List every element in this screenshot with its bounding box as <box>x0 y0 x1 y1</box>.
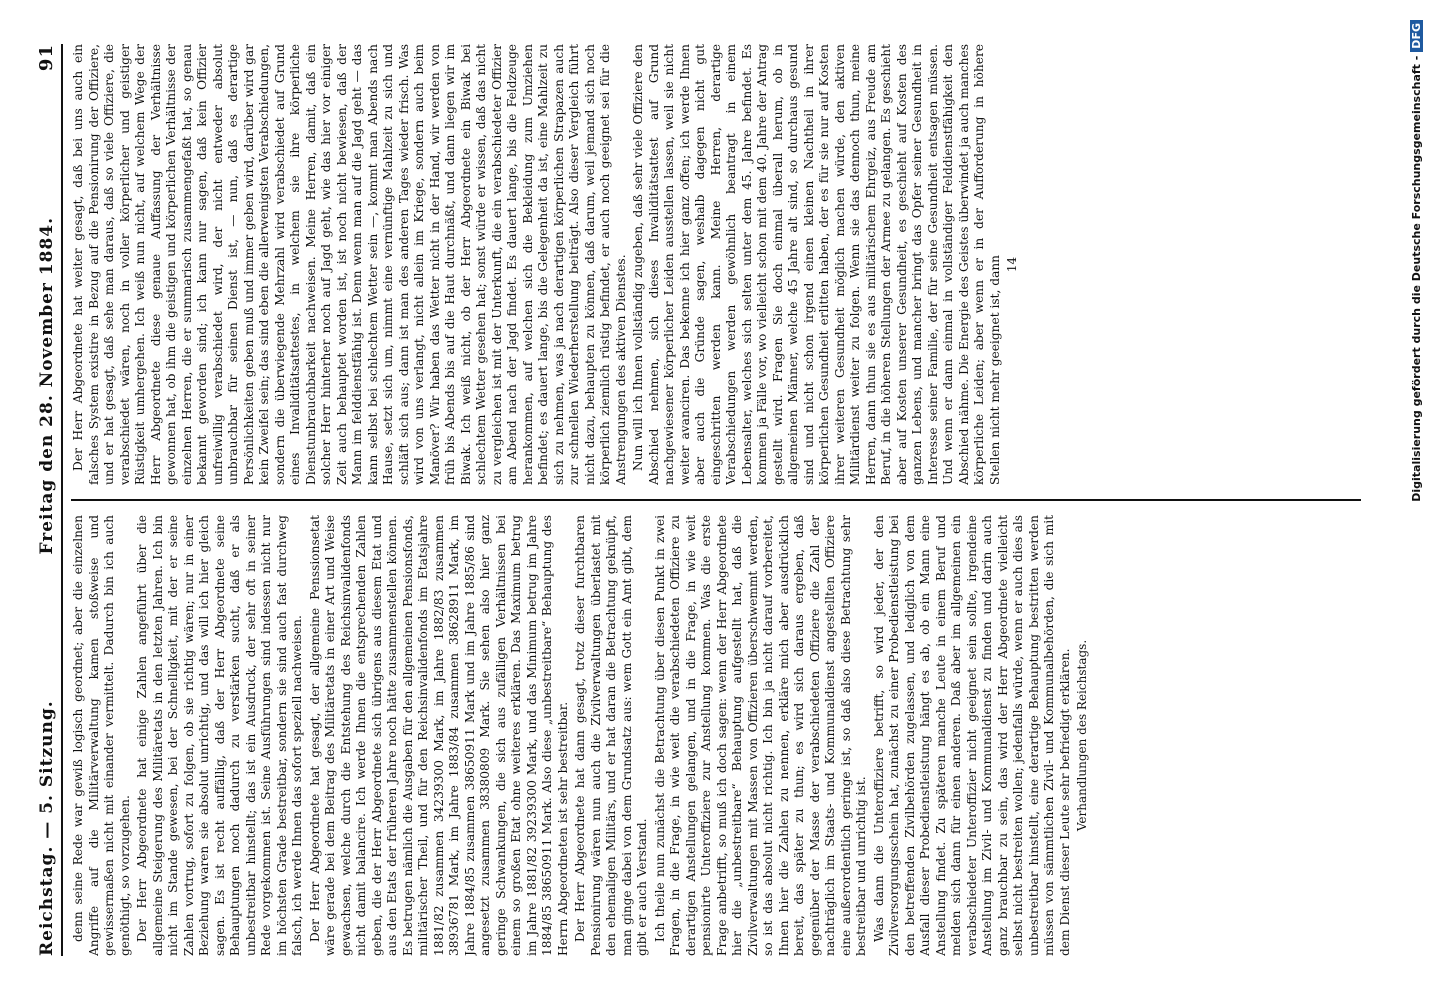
paragraph: denn seine Rede war gewiß logisch geordnet; aber die einzelnen Angriffe auf die Militärverwaltung kamen stoßweise und gewissermaßen nicht mit einander vermittelt. Dadurch bin ich auch genöthigt, so vorzugehen. <box>71 515 132 956</box>
paragraph: Der Herr Abgeordnete hat einige Zahlen angeführt über die allgemeine Steigerung des Militäretats in den letzten Jahren. Ich bin nicht im Stande gewesen, bei der Schnelligkeit, mit der er seine Zahlen vortrug, sofort zu folgen, ob sie richtig wären; nur in einer Beziehung waren sie absolut unrichtig, und das will ich hier gleich sagen. Es ist recht auffällig, daß der Herr Abgeordnete seine Behauptungen noch dadurch zu verstärken sucht, daß er als unbestreitbar hinstellt; das ist ein Ausdruck, der sehr oft in seiner Rede vorgekommen ist. Seine Ausführungen sind indessen nicht nur im höchsten Grade bestreitbar, sondern sie sind auch fast durchweg falsch, ich werde Ihnen das sofort speziell nachweisen. <box>135 515 304 956</box>
column-divider <box>71 499 1361 501</box>
credit-line <box>1410 20 1423 1000</box>
paragraph: Nun will ich Ihnen vollständig zugeben, daß sehr viele Offiziere den Abschied nehmen, sich dieses Invaliditätsattest auf Grund nachgewiesener körperlicher Leiden ausstellen lassen, weil sie nicht weiter avanciren. Das bekenne ich hier ganz offen; ich werde Ihnen aber auch die Gründe sagen, weshalb dagegen nicht gut eingeschritten werden kann. Meine Herren, derartige Verabschiedungen werden gewöhnlich beantragt in einem Lebensalter, welches sich selten unter dem 45. Jahre befindet. Es kommen ja Fälle vor, wo vielleicht schon mit dem 40. Jahre der Antrag gestellt wird. Fragen Sie doch einmal überall herum, ob in allgemeinen Männer, welche 45 Jahre alt sind, so durchaus gesund sind und nicht schon irgend einen kleinen Nachtheil in ihrer körperlichen Gesundheit erlitten haben, der es für sie nur auf Kosten ihrer weiteren Gesundheit möglich machen würde, den aktiven Militärdienst weiter zu folgen. Wenn sie das dennoch thun, meine Herren, dann thun sie es aus militärischem Ehrgeiz, aus Freude am Beruf, in die höheren Stellungen der Armee zu gelangen. Es geschieht aber auf Kosten unserer Gesundheit, es geschieht auf Kosten des ganzen Lebens, und mancher bringt das Opfer seiner Gesundheit in Interesse seiner Familie, der für seine Gesundheit entsagen müssen. Und wenn er dann einmal in vollständiger Felddienstfähigkeit den Abschied nähme. Die Energie des Geistes überwindet ja auch manches körperliche Leiden; aber wenn er in der Aufforderung in höhere Stellen nicht mehr geeignet ist, dann <box>631 44 1002 485</box>
paragraph: Was dann die Unteroffiziere betrifft, so wird jeder, der den Zivilversorgungsschein hat, zunächst zu einer Probedienstleistung bei den betreffenden Zivilbehörden zugelassen, und lediglich von dem Ausfall dieser Probedienstleistung hängt es ab, ob ein Mann eine Anstellung findet. Zu späteren manche Leute in einem Beruf und melden sich dann für einen anderen. Daß aber im allgemeinen ein verabschiedeter Unteroffizier nicht geeignet sein sollte, irgendeine Anstellung im Zivil- und Kommunaldienst zu finden und darin auch ganz brauchbar zu sein, das wird der Herr Abgeordnete vielleicht selbst nicht bestreiten wollen; jedenfalls würde, wenn er auch dies als unbestreitbar hinstellt, eine derartige Behauptung bestritten werden müssen von sämmtlichen Zivil- und Kommunalbehörden, die sich mit dem Dienst dieser Leute sehr befriedigt erklären. <box>871 515 1072 956</box>
header-left-title: Reichstag. — 5. Sitzung. <box>37 700 57 956</box>
left-column-footer: Verhandlungen des Reichstags. <box>1075 639 1089 832</box>
dfg-badge: DFG <box>1410 20 1423 52</box>
paragraph: Ich theile nun zunächst die Betrachtung über diesen Punkt in zwei Fragen, in die Frage, in wie weit die verabschiedeten Offiziere zu derartigen Anstellungen gelangen, und in die Frage, in wie weit pensionirte Unteroffiziere zur Anstellung kommen. Was die erste Frage anbetrifft, so muß ich doch sagen: wenn der Herr Abgeordnete hier die „unbestreitbare“ Behauptung aufgestellt hat, daß die Zivilverwaltungen mit Massen von Offizieren überschwemmt werden, so ist das absolut nicht richtig. Ich bin ja nicht darauf vorbereitet, Ihnen hier die Zahlen zu nennen, erkläre mich aber ausdrücklich bereit, das später zu thun; es wird sich daraus ergeben, daß gegenüber der Masse der verabschiedeten Offiziere die Zahl der nachträglich im Staats- und Kommunaldienst angestellten Offiziere eine außerordentlich geringe ist, so daß also diese Betrachtung sehr bestreitbar und unrichtig ist. <box>652 515 868 956</box>
right-column-footer: 14 <box>1005 256 1019 273</box>
paragraph: Der Herr Abgeordnete hat gesagt, der allgemeine Penssionsetat wäre gerade bei dem Beitrag des Militäretats in einer Art und Weise gewachsen, welche durch die Entstehung des Reichsinvalidenfonds nicht damit balancire. Ich werde Ihnen die entsprechenden Zahlen geben, die der Herr Abgeordnete sich übrigens aus diesem Etat und aus den Etats der früheren Jahre noch hätte zusammenstellen können. Es betrugen nämlich die Ausgaben für den allgemeinen Pensionsfonds, militärischer Theil, und für den Reichsinvalidenfonds im Etatsjahre 1881/82 zusammen 34239300 Mark, im Jahre 1882/83 zusammen 38936781 Mark, im Jahre 1883/84 zusammen 38628911 Mark, im Jahre 1884/85 zusammen 38650911 Mark und im Jahre 1885/86 sind angesetzt zusammen 38380809 Mark. Sie sehen also hier ganz geringe Schwankungen, die sich aus zufälligen Verhältnissen bei einem so großen Etat ohne weiteres erklären. Das Maximum betrug im Jahre 1881/82 39239300 Mark, und das Minimum betrug im Jahre 1884/85 38650911 Mark. Also diese „unbestreitbare“ Behauptung des Herrn Abgeordneten ist sehr bestreitbar. <box>307 515 570 956</box>
right-column <box>71 44 1361 485</box>
left-column <box>71 515 1361 956</box>
paragraph: Der Herr Abgeordnete hat weiter gesagt, daß bei uns auch ein falsches System existire in Bezug auf die Pensionirung der Offiziere, und er hat gesagt, daß sehe man daraus, daß so viele Offiziere, die verabschiedet wären, noch in voller körperlicher und geistiger Rüstigkeit umhergehen. Ich weiß nun nicht, auf welchem Wege der Herr Abgeordnete diese genaue Auffassung der Verhältnisse gewonnen hat, ob ihm die geistigen und körperlichen Verhältnisse der einzelnen Herren, die er summarisch zusammengefaßt hat, so genau bekannt geworden sind; ich kann nur sagen, daß kein Offizier unfreiwillig verabschiedet wird, der nicht entweder absolut unbrauchbar für seinen Dienst ist, — nun, daß es derartige Persönlichkeiten geben muß und immer geben wird, darüber wird gar kein Zweifel sein; das sind eben die allerwenigsten Verabschiedungen, sondern die überwiegende Mehrzahl wird verabschiedet auf Grund eines Invaliditätsattestes, in welchem sie ihre körperliche Dienstunbrauchbarkeit nachweisen. Meine Herren, damit, daß ein solcher Herr hinterher noch auf Jagd geht, wie das hier vor einiger Zeit auch behauptet worden ist, ist noch nicht bewiesen, daß der Mann im felddienstfähig ist. Denn wenn man auf die Jagd geht — das kann selbst bei schlechtem Wetter sein —, kommt man Abends nach Hause, setzt sich um, nimmt eine vernünftige Mahlzeit zu sich und schläft sich aus; dann ist man des anderen Tages wieder frisch. Was wird von uns verlangt, nicht allein im Kriege, sondern auch beim Manöver? Wir haben das Wetter nicht in der Hand, wir werden von früh bis Abends bis auf die Haut durchnäßt, und dann liegen wir im Biwak. Ich weiß nicht, ob der Herr Abgeordnete ein Biwak bei schlechtem Wetter gesehen hat; sonst würde er wissen, daß das nicht zu vergleichen ist mit der Unterkunft, die ein verabschiedeter Offizier am Abend nach der Jagd findet. Es dauert lange, bis die Feldzeuge herankommen, auf welchen sich die Bekleidung zum Umziehen befindet; es dauert lange, bis die Gelegenheit da ist, eine Mahlzeit zu sich zu nehmen, was ja nach derartigen körperlichen Strapazen auch zur schnellen Wiederherstellung beiträgt. Also dieser Vergleich führt nicht dazu, behaupten zu können, daß darum, weil jemand sich noch körperlich ziemlich rüstig befindet, er auch noch geeignet sei für die Anstrengungen des aktiven Dienstes. <box>71 44 628 485</box>
columns <box>71 44 1361 956</box>
digitization-credit <box>1406 0 1430 1000</box>
page-header <box>36 44 63 956</box>
paragraph: Der Herr Abgeordnete hat dann gesagt, trotz dieser furchtbaren Pensionirung wären nun auch die Zivilverwaltungen überlastet mit den ehemaligen Militärs, und er hat daran die Betrachtung geknüpft, man ginge dabei von dem Grundsatz aus: wem Gott ein Amt gibt, dem gibt er auch Verstand. <box>573 515 649 956</box>
credit-text: Digitalisierung gefördert durch die Deutsche Forschungsgemeinschaft - <box>1410 55 1423 502</box>
header-date: Freitag den 28. November 1884. <box>37 216 57 555</box>
page-number: 91 <box>36 44 57 72</box>
